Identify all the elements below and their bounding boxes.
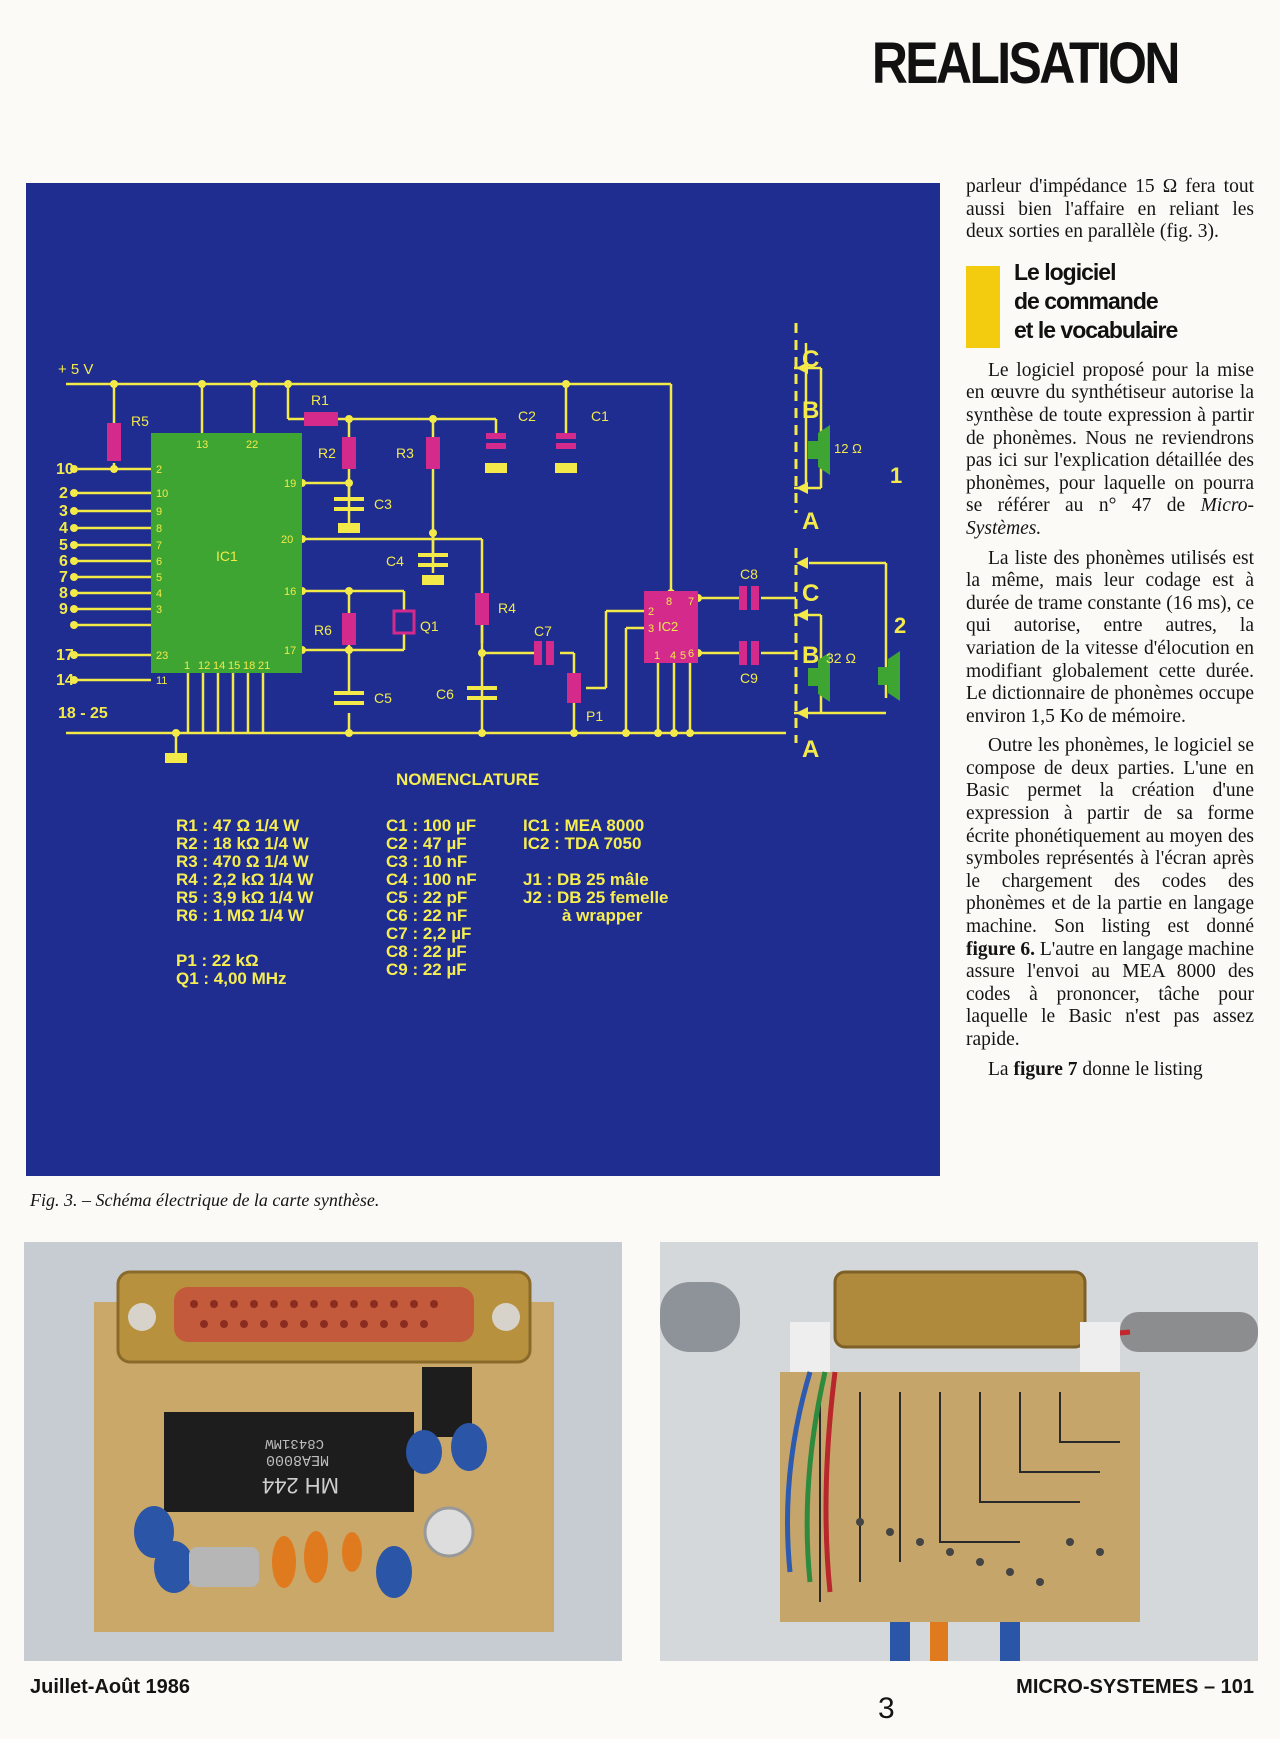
speaker-1-number: 1 xyxy=(890,463,903,488)
nom-r6: R6 : 1 MΩ 1/4 W xyxy=(176,906,304,925)
paragraph-2: Le logiciel proposé pour la mise en œuvre du synthétiseur autorise la synthèse de toute expression à partir de phonèmes. Nous ne reviendrons pas ici sur l'explication détaillée des phonèmes, pour laquelle on pourra se référer au n° 47 de Micro-Systèmes. xyxy=(966,359,1254,539)
ic2-pin-2: 2 xyxy=(648,606,655,618)
nom-q1: Q1 : 4,00 MHz xyxy=(176,969,287,988)
nom-c3: C3 : 10 nF xyxy=(386,852,468,871)
speaker-1-icon xyxy=(808,441,818,459)
ic2-pin-3: 3 xyxy=(648,623,655,635)
photo-board-bottom xyxy=(660,1242,1258,1661)
ic1-bpin-12: 12 xyxy=(198,660,211,672)
schematic-diagram xyxy=(26,183,940,1176)
potentiometer-p1 xyxy=(567,673,581,703)
nom-ic2: IC2 : TDA 7050 xyxy=(523,834,642,853)
pin-8: 8 xyxy=(59,585,68,602)
speaker-2a-icon xyxy=(808,668,818,686)
label-p1: P1 xyxy=(586,708,604,724)
nom-r1: R1 : 47 Ω 1/4 W xyxy=(176,816,300,835)
subheading xyxy=(966,258,1254,350)
speaker-2-impedance: 32 Ω xyxy=(826,650,856,666)
label-c4: C4 xyxy=(386,553,404,569)
subheading-line-3: et le vocabulaire xyxy=(1014,316,1178,343)
nom-j2: J2 : DB 25 femelle xyxy=(523,888,669,907)
ic1-lpin-4: 4 xyxy=(156,588,163,600)
pcb-underside xyxy=(780,1372,1140,1622)
ic1-bpin-21: 21 xyxy=(258,660,271,672)
capacitor-c8 xyxy=(739,586,747,610)
ic1-bpin-14: 14 xyxy=(213,660,226,672)
figure-caption: Fig. 3. – Schéma électrique de la carte synthèse. xyxy=(30,1190,380,1210)
nom-c6: C6 : 22 nF xyxy=(386,906,468,925)
label-c6: C6 xyxy=(436,686,454,702)
ic2-pin-8: 8 xyxy=(666,596,673,608)
connector-b1: B xyxy=(802,397,820,424)
label-r1: R1 xyxy=(311,392,329,408)
label-c2: C2 xyxy=(518,408,536,424)
label-c3: C3 xyxy=(374,496,392,512)
ic1-lpin-8: 8 xyxy=(156,523,163,535)
pin-3: 3 xyxy=(59,503,68,520)
ic1-lpin-7: 7 xyxy=(156,540,163,552)
nom-c8: C8 : 22 µF xyxy=(386,942,467,961)
ic1-pin-16: 16 xyxy=(284,586,297,598)
resistor-r3 xyxy=(426,437,440,469)
label-c8: C8 xyxy=(740,566,758,582)
nom-c9: C9 : 22 µF xyxy=(386,960,467,979)
connector-a1: A xyxy=(802,508,820,535)
nom-c4: C4 : 100 nF xyxy=(386,870,477,889)
nom-c1: C1 : 100 µF xyxy=(386,816,477,835)
footer-date: Juillet-Août 1986 xyxy=(30,1676,191,1698)
pin-17: 17 xyxy=(56,647,74,664)
footer-page-number: MICRO-SYSTEMES – 101 xyxy=(1016,1676,1254,1698)
crystal-q1 xyxy=(394,611,414,633)
connector-a2: A xyxy=(802,736,820,763)
pin-9: 9 xyxy=(59,601,68,618)
resistor-r2 xyxy=(342,437,356,469)
ic1-lpin-3: 3 xyxy=(156,604,163,616)
ic1-pin-19: 19 xyxy=(284,478,297,490)
ic1-lpin-6: 6 xyxy=(156,556,163,568)
connector-b2: B xyxy=(802,642,820,669)
label-c7: C7 xyxy=(534,623,552,639)
speaker-2-number: 2 xyxy=(894,613,907,638)
ic2-pin-1: 1 xyxy=(654,650,661,662)
capacitor-c1 xyxy=(556,433,576,439)
label-ic1: IC1 xyxy=(216,548,238,564)
label-r5: R5 xyxy=(131,413,149,429)
ic1-lpin-5: 5 xyxy=(156,572,163,584)
label-r6: R6 xyxy=(314,622,332,638)
handwritten-page-mark: 3 xyxy=(878,1692,895,1725)
label-r4: R4 xyxy=(498,600,516,616)
paragraph-4: Outre les phonèmes, le logiciel se compose de deux parties. L'une en Basic permet la création d'une expression à partir de sa forme écrite phonétiquement au moyen des symboles représentés à l'écran après le chargement des codes des phonèmes et de la partie en langage machine. Son listing est donné figure 6. L'autre en langage machine assure l'envoi au MEA 8000 des codes à prononcer, tâche pour laquelle le Basic n'est pas assez rapide. xyxy=(966,735,1254,1050)
speaker-1-impedance: 12 Ω xyxy=(834,441,862,456)
ic2-pin-7: 7 xyxy=(688,596,695,608)
nom-j1: J1 : DB 25 mâle xyxy=(523,870,649,889)
nom-c2: C2 : 47 µF xyxy=(386,834,467,853)
nom-j2-wrapper: à wrapper xyxy=(562,906,643,925)
ic2-pin-5: 5 xyxy=(680,650,687,662)
nom-c7: C7 : 2,2 µF xyxy=(386,924,472,943)
paragraph-3: La liste des phonèmes utilisés est la même, mais leur codage est à durée de trame constante (16 ms), ce qui autorise, entre autres, la variation de la vitesse d'élocution en modifiant globalement cette durée. Le dictionnaire de phonèmes occupe environ 1,5 Ko de mémoire. xyxy=(966,547,1254,727)
ic1-pin-20: 20 xyxy=(281,534,294,546)
ic1-bpin-18: 18 xyxy=(243,660,256,672)
label-c9: C9 xyxy=(740,670,758,686)
chip-marking-2: MEA8000 xyxy=(265,1451,329,1468)
trimmer-potentiometer xyxy=(425,1508,473,1556)
capacitor-c2 xyxy=(486,433,506,439)
ic1-lpin-23: 23 xyxy=(156,650,169,662)
supply-label: + 5 V xyxy=(58,361,94,378)
label-ic2: IC2 xyxy=(658,619,679,634)
pin-2: 2 xyxy=(59,485,68,502)
resistor-r1 xyxy=(304,412,338,426)
nom-p1: P1 : 22 kΩ xyxy=(176,951,259,970)
ic1-lpin-11: 11 xyxy=(156,675,168,687)
nom-ic1: IC1 : MEA 8000 xyxy=(523,816,645,835)
subheading-text xyxy=(1014,258,1177,345)
nomenclature-title: NOMENCLATURE xyxy=(396,770,540,789)
crystal-component xyxy=(189,1547,259,1587)
label-r2: R2 xyxy=(318,445,336,461)
paragraph-1: parleur d'impédance 15 Ω fera tout aussi bien l'affaire en reliant les deux sorties en parallèle (fig. 3). xyxy=(966,176,1254,243)
ic1-lpin-2: 2 xyxy=(156,464,163,476)
connector-c1: C xyxy=(802,346,820,373)
label-r3: R3 xyxy=(396,445,414,461)
schematic-figure xyxy=(26,183,940,1176)
pin-5: 5 xyxy=(59,537,68,554)
pin-14: 14 xyxy=(56,672,74,689)
nom-r4: R4 : 2,2 kΩ 1/4 W xyxy=(176,870,314,889)
section-title: REALISATION xyxy=(872,31,1178,96)
nom-r2: R2 : 18 kΩ 1/4 W xyxy=(176,834,309,853)
paragraph-5: La figure 7 donne le listing xyxy=(988,1058,1203,1080)
ic1-bpin-15: 15 xyxy=(228,660,241,672)
pin-10: 10 xyxy=(56,461,74,478)
ic1-lpin-10: 10 xyxy=(156,488,169,500)
ic1-lpin-9: 9 xyxy=(156,506,163,518)
chip-marking-1: MH 244 xyxy=(261,1473,339,1498)
nom-r3: R3 : 470 Ω 1/4 W xyxy=(176,852,309,871)
capacitor-c9 xyxy=(739,641,747,665)
capacitor-c7 xyxy=(534,641,542,665)
connector-c2: C xyxy=(802,580,820,607)
resistor-r6 xyxy=(342,613,356,645)
photo-board-top xyxy=(24,1242,622,1661)
article-column xyxy=(966,176,1254,1088)
label-q1: Q1 xyxy=(420,618,439,634)
chip-marking-3: C8431MW xyxy=(265,1435,324,1451)
pin-18-25: 18 - 25 xyxy=(58,705,108,722)
ic2-pin-4: 4 xyxy=(670,650,677,662)
ic1-pin-22: 22 xyxy=(246,439,259,451)
pin-4: 4 xyxy=(59,520,68,537)
nom-r5: R5 : 3,9 kΩ 1/4 W xyxy=(176,888,314,907)
ic1-pin-13: 13 xyxy=(196,439,209,451)
nom-c5: C5 : 22 pF xyxy=(386,888,468,907)
db25-connector-rear xyxy=(835,1272,1085,1347)
pin-6: 6 xyxy=(59,553,68,570)
label-c5: C5 xyxy=(374,690,392,706)
resistor-r5 xyxy=(107,423,121,461)
pin-7: 7 xyxy=(59,569,68,586)
resistor-r4 xyxy=(475,593,489,625)
heading-bar xyxy=(966,266,1000,348)
subheading-line-1: Le logiciel xyxy=(1014,258,1116,285)
speaker-2b-icon xyxy=(878,667,888,685)
label-c1: C1 xyxy=(591,408,609,424)
ic1-bpin-1: 1 xyxy=(184,660,191,672)
subheading-line-2: de commande xyxy=(1014,287,1158,314)
ic1-pin-17: 17 xyxy=(284,645,297,657)
ic2-pin-6: 6 xyxy=(688,648,695,660)
